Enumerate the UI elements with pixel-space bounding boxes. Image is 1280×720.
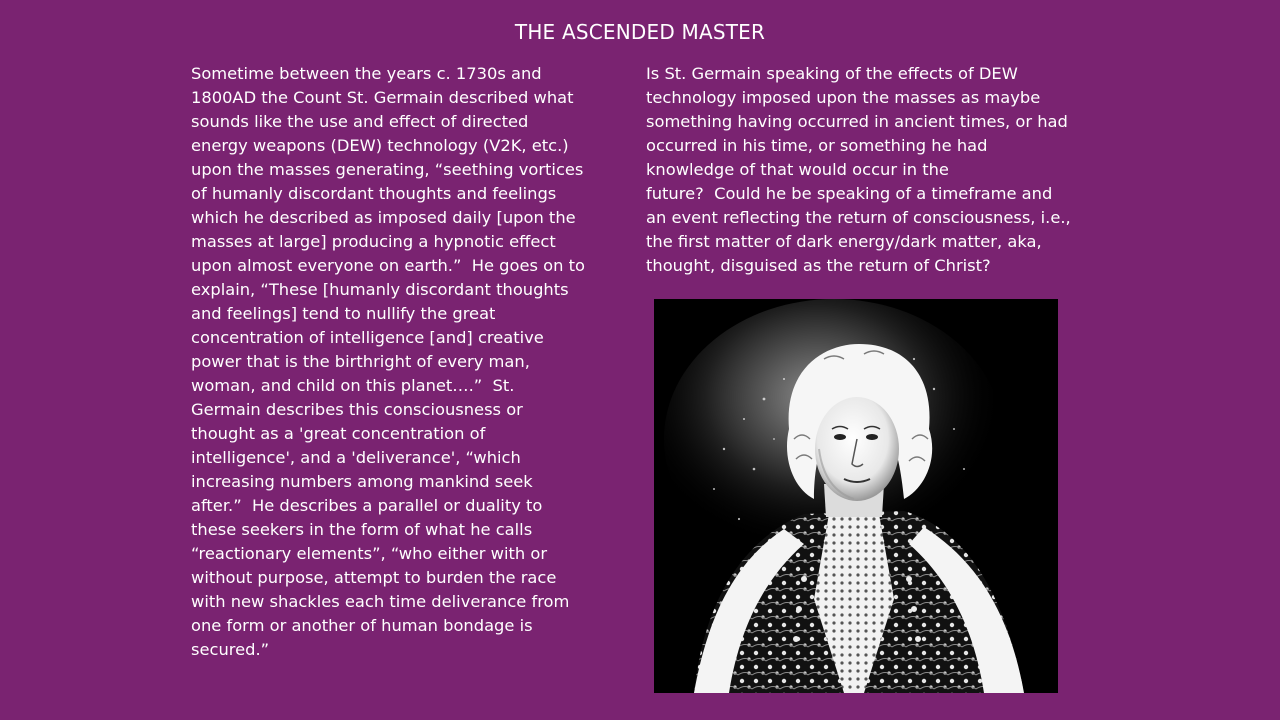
left-column-line: increasing numbers among mankind seek	[191, 472, 533, 491]
left-column-line: woman, and child on this planet….” St.	[191, 376, 515, 395]
right-column-line: an event reflecting the return of consciousness, i.e.,	[646, 208, 1071, 227]
right-column-line: occurred in his time, or something he had	[646, 136, 988, 155]
left-column-line: energy weapons (DEW) technology (V2K, etc.)	[191, 136, 569, 155]
left-column-line: of humanly discordant thoughts and feelings	[191, 184, 557, 203]
right-column-line: future? Could he be speaking of a timeframe and	[646, 184, 1053, 203]
left-column-line: with new shackles each time deliverance from	[191, 592, 570, 611]
left-column-line: masses at large] producing a hypnotic effect	[191, 232, 556, 251]
left-column-line: 1800AD the Count St. Germain described what	[191, 88, 574, 107]
slide-title: THE ASCENDED MASTER	[514, 20, 766, 44]
left-column-line: upon almost everyone on earth.” He goes on to	[191, 256, 585, 275]
right-text-column	[646, 62, 1076, 278]
right-column-line: Is St. Germain speaking of the effects of DEW	[646, 64, 1018, 83]
left-column-line: secured.”	[191, 640, 270, 659]
left-column-line: “reactionary elements”, “who either with or	[191, 544, 548, 563]
left-column-line: intelligence', and a 'deliverance', “which	[191, 448, 521, 467]
left-column-line: thought as a 'great concentration of	[191, 424, 486, 443]
left-column-line: explain, “These [humanly discordant thoughts	[191, 280, 569, 299]
left-column-line: power that is the birthright of every man,	[191, 352, 530, 371]
left-column-line: after.” He describes a parallel or duality to	[191, 496, 543, 515]
portrait-image	[654, 299, 1058, 693]
left-column-line: concentration of intelligence [and] creative	[191, 328, 544, 347]
left-column-line: which he described as imposed daily [upon the	[191, 208, 576, 227]
face	[815, 397, 899, 501]
portrait-engraving	[654, 299, 1058, 693]
right-column-line: thought, disguised as the return of Christ?	[646, 256, 991, 275]
left-column-line: sounds like the use and effect of directed	[191, 112, 529, 131]
left-column-line: Germain describes this consciousness or	[191, 400, 523, 419]
right-column-line: the first matter of dark energy/dark matter, aka,	[646, 232, 1042, 251]
left-column-line: these seekers in the form of what he calls	[191, 520, 533, 539]
left-column-line: upon the masses generating, “seething vortices	[191, 160, 584, 179]
left-column-line: one form or another of human bondage is	[191, 616, 533, 635]
right-column-line: something having occurred in ancient times, or had	[646, 112, 1068, 131]
left-column-line: Sometime between the years c. 1730s and	[191, 64, 542, 83]
left-text-column	[191, 62, 591, 662]
left-column-line: without purpose, attempt to burden the race	[191, 568, 557, 587]
right-column-line: knowledge of that would occur in the	[646, 160, 949, 179]
right-column-line: technology imposed upon the masses as maybe	[646, 88, 1041, 107]
left-column-line: and feelings] tend to nullify the great	[191, 304, 496, 323]
